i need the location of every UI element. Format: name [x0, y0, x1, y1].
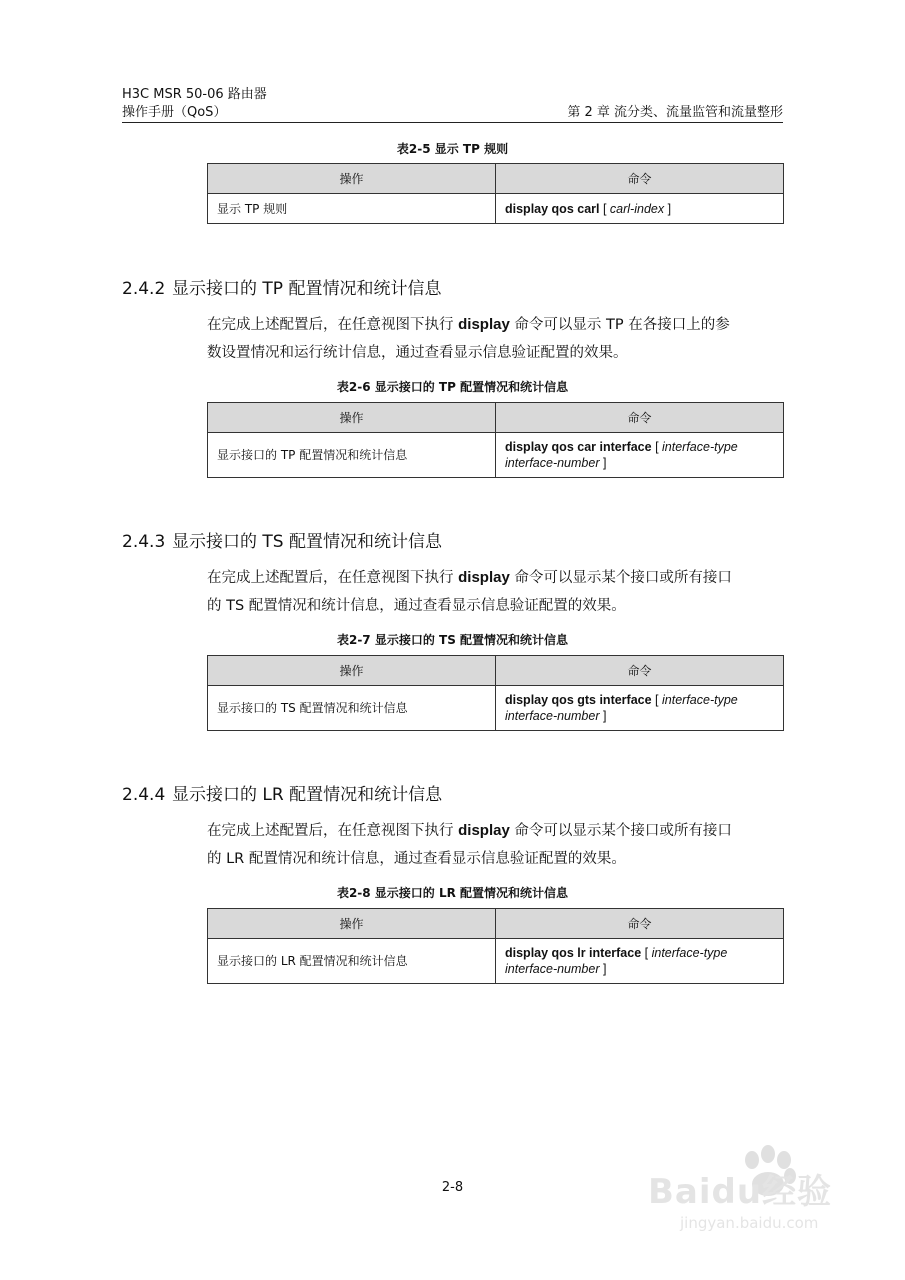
table-header-command: 命令	[496, 164, 784, 194]
section-paragraph	[207, 564, 787, 620]
table-cell-command	[496, 433, 784, 478]
command-table	[207, 908, 784, 984]
bracket-open: [	[599, 201, 610, 216]
section-title: 显示接口的 TP 配置情况和统计信息	[172, 279, 442, 299]
chapter-title: 第 2 章 流分类、流量监管和流量整形	[567, 105, 783, 120]
baidu-watermark	[640, 1140, 860, 1240]
section-heading	[122, 274, 441, 299]
watermark-url: jingyan.baidu.com	[680, 1214, 819, 1232]
command-keyword: display qos carl	[505, 201, 600, 216]
table-cell-command	[496, 686, 784, 731]
table-cell-operation: 显示接口的 TP 配置情况和统计信息	[208, 433, 496, 478]
bracket-close: ]	[599, 456, 607, 470]
command-argument: interface-number	[505, 962, 600, 976]
section-heading	[122, 527, 442, 552]
command-argument: carl-index	[609, 201, 665, 216]
paragraph-text: 在完成上述配置后，在任意视图下执行	[207, 317, 459, 333]
section-paragraph	[207, 817, 787, 873]
bracket-close: ]	[599, 709, 607, 723]
command-keyword: display qos car interface	[505, 440, 652, 454]
command-argument: interface-number	[505, 456, 600, 470]
table-cell-operation: 显示接口的 TS 配置情况和统计信息	[208, 686, 496, 731]
command-argument: interface-type	[651, 946, 728, 960]
table-header-command: 命令	[496, 909, 784, 939]
table-cell-operation: 显示 TP 规则	[208, 194, 496, 224]
table-cell-command	[496, 939, 784, 984]
command-argument: interface-type	[662, 440, 738, 454]
section-title: 显示接口的 LR 配置情况和统计信息	[172, 785, 443, 805]
table-caption: 表2-8 显示接口的 LR 配置情况和统计信息	[336, 886, 569, 900]
paragraph-text: 的 LR 配置情况和统计信息，通过查看显示信息验证配置的效果。	[207, 851, 626, 867]
product-name: H3C MSR 50-06 路由器	[122, 87, 267, 102]
bracket-open: [	[651, 693, 662, 707]
running-header-left	[122, 86, 267, 122]
inline-command: display	[458, 316, 510, 333]
table-header-operation: 操作	[208, 403, 496, 433]
header-divider	[122, 122, 783, 123]
command-table	[207, 163, 784, 224]
paragraph-text: 命令可以显示 TP 在各接口上的参	[509, 317, 730, 333]
section-number: 2.4.3	[122, 532, 166, 552]
manual-name: 操作手册（QoS）	[122, 105, 227, 120]
command-argument: interface-number	[505, 709, 600, 723]
section-heading	[122, 780, 442, 805]
table-caption: 表2-5 显示 TP 规则	[396, 142, 509, 156]
section-title: 显示接口的 TS 配置情况和统计信息	[172, 532, 442, 552]
watermark-brand: Baidu经验	[648, 1172, 833, 1212]
bracket-open: [	[641, 946, 652, 960]
table-header-operation: 操作	[208, 656, 496, 686]
table-header-operation: 操作	[208, 164, 496, 194]
table-caption: 表2-6 显示接口的 TP 配置情况和统计信息	[336, 380, 569, 394]
bracket-close: ]	[664, 201, 672, 216]
table-cell-command	[496, 194, 784, 224]
bracket-close: ]	[599, 962, 607, 976]
inline-command: display	[458, 569, 510, 586]
command-table	[207, 402, 784, 478]
command-argument: interface-type	[662, 693, 738, 707]
paragraph-text: 数设置情况和运行统计信息，通过查看显示信息验证配置的效果。	[207, 345, 628, 361]
table-header-operation: 操作	[208, 909, 496, 939]
bracket-open: [	[651, 440, 663, 454]
paragraph-text: 命令可以显示某个接口或所有接口	[509, 570, 732, 586]
paragraph-text: 在完成上述配置后，在任意视图下执行	[207, 570, 459, 586]
section-paragraph	[207, 311, 787, 367]
command-table	[207, 655, 784, 731]
section-number: 2.4.4	[122, 785, 166, 805]
table-caption: 表2-7 显示接口的 TS 配置情况和统计信息	[336, 633, 569, 647]
paragraph-text: 的 TS 配置情况和统计信息，通过查看显示信息验证配置的效果。	[207, 598, 626, 614]
table-cell-operation: 显示接口的 LR 配置情况和统计信息	[208, 939, 496, 984]
table-header-command: 命令	[496, 656, 784, 686]
paragraph-text: 在完成上述配置后，在任意视图下执行	[207, 823, 459, 839]
inline-command: display	[458, 822, 510, 839]
page-number: 2-8	[441, 1180, 464, 1195]
paragraph-text: 命令可以显示某个接口或所有接口	[509, 823, 732, 839]
command-keyword: display qos gts interface	[505, 693, 652, 707]
table-header-command: 命令	[496, 403, 784, 433]
section-number: 2.4.2	[122, 279, 166, 299]
command-keyword: display qos lr interface	[505, 946, 642, 960]
